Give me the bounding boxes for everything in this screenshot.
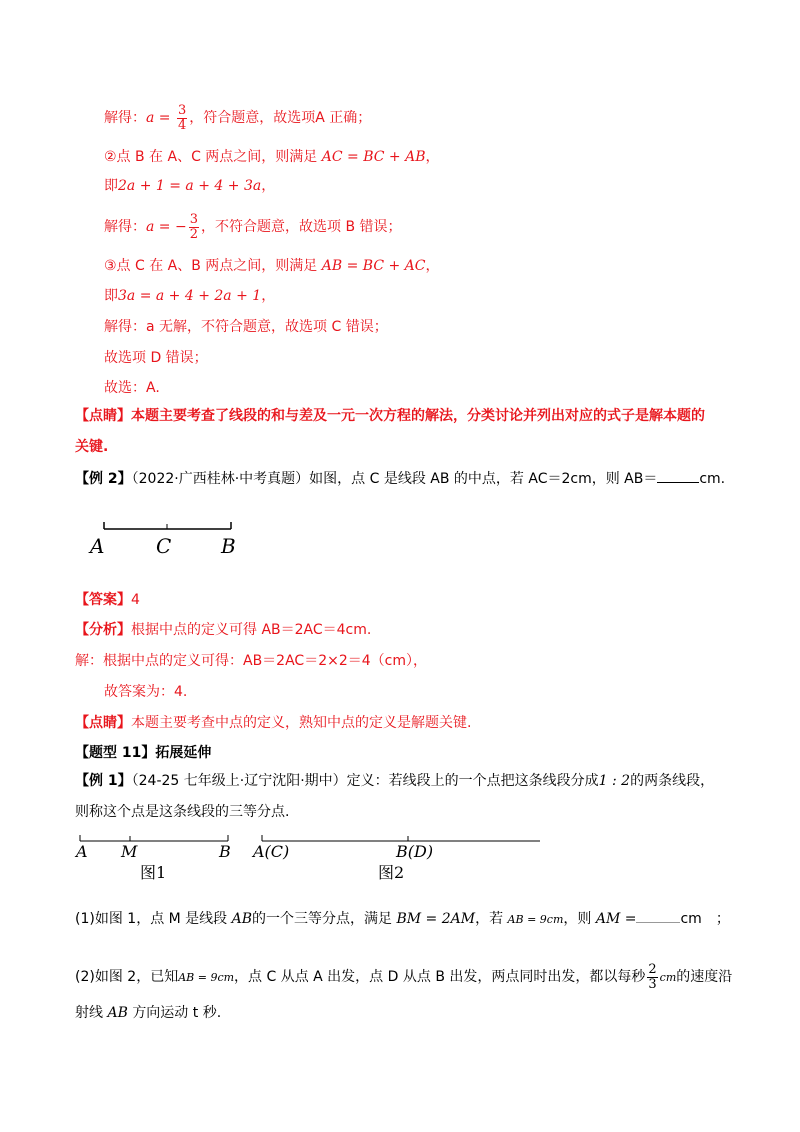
example-2-statement: 【例 2】（2022·广西桂林·中考真题）如图，点 C 是线段 AB 的中点，若 AC＝2cm，则 AB＝ cm. (75, 468, 725, 489)
solution-line-7: 解得：a 无解，不符合题意，故选项 C 错误； (104, 319, 388, 335)
example-1-statement: 【例 1】（24-25 七年级上·辽宁沈阳·期中）定义：若线段上的一个点把这条线段分成1 : 2的两条线段， (75, 773, 715, 789)
figure-1-caption: 图1 (140, 863, 167, 882)
question-2: (2)如图 2，已知AB = 9cm，点 C 从点 A 出发，点 D 从点 B 出发，两点同时出发，都以每秒 $\frac{2}{3}$ cm的速度沿 (75, 961, 733, 992)
comment-1-line-2: 关键. (75, 439, 109, 455)
solution-line-4: 解得：a = − $\frac{3}{2}$ ，不符合题意，故选项 B 错误； (104, 211, 402, 242)
solution-line-2: ②点 B 在 A、C 两点之间，则满足 AC = BC + AB， (104, 149, 440, 165)
fig1-label-m: M (121, 842, 138, 861)
question-1: (1)如图 1，点 M 是线段 AB的一个三等分点，满足 BM = 2AM，若 AB = 9cm，则 AM = cm ； (75, 908, 730, 930)
solution-line-9: 故选：A. (104, 380, 160, 396)
solution-line-6: 即3a = a + 4 + 2a + 1， (104, 288, 276, 304)
fraction: $\frac{3}{2}$ (189, 211, 198, 242)
comment-2: 【点睛】本题主要考查中点的定义，熟知中点的定义是解题关键. (75, 715, 472, 731)
answer-2: 【答案】4 (75, 592, 140, 608)
section-heading: 【题型 11】拓展延伸 (75, 745, 212, 761)
point-label-a: A (90, 534, 105, 558)
solution-line-1: 解得：a = $\frac{3}{4}$ ，符合题意，故选项A 正确； (104, 102, 372, 133)
question-2-line-2: 射线 AB 方向运动 t 秒. (75, 1005, 222, 1021)
answer-blank[interactable] (657, 468, 699, 483)
fraction: $\frac{2}{3}$ (648, 961, 657, 992)
solution-2-line-2: 故答案为：4. (104, 684, 188, 700)
solution-2-line-1: 解：根据中点的定义可得：AB＝2AC＝2×2＝4（cm）， (75, 653, 427, 669)
solution-line-8: 故选项 D 错误； (104, 350, 208, 366)
solution-line-5: ③点 C 在 A、B 两点之间，则满足 AB = BC + AC， (104, 258, 440, 274)
analysis-2: 【分析】根据中点的定义可得 AB＝2AC＝4cm. (75, 622, 372, 638)
point-label-c: C (156, 534, 172, 558)
point-label-b: B (221, 534, 236, 558)
figure-2-caption: 图2 (378, 863, 405, 882)
fig1-label-b: B (219, 842, 231, 861)
fig2-label-bd: B(D) (396, 842, 434, 861)
example-1-line-2: 则称这个点是这条线段的三等分点. (75, 804, 290, 820)
fig1-label-a: A (76, 842, 88, 861)
solution-line-3: 即2a + 1 = a + 4 + 3a， (104, 178, 276, 194)
fraction: $\frac{3}{4}$ (178, 102, 187, 133)
segment-figure-1 (76, 832, 236, 846)
answer-blank[interactable] (636, 908, 680, 923)
comment-1: 【点睛】本题主要考查了线段的和与差及一元一次方程的解法，分类讨论并列出对应的式子是解本题的 (75, 408, 705, 424)
fig2-label-ac: A(C) (253, 842, 290, 861)
